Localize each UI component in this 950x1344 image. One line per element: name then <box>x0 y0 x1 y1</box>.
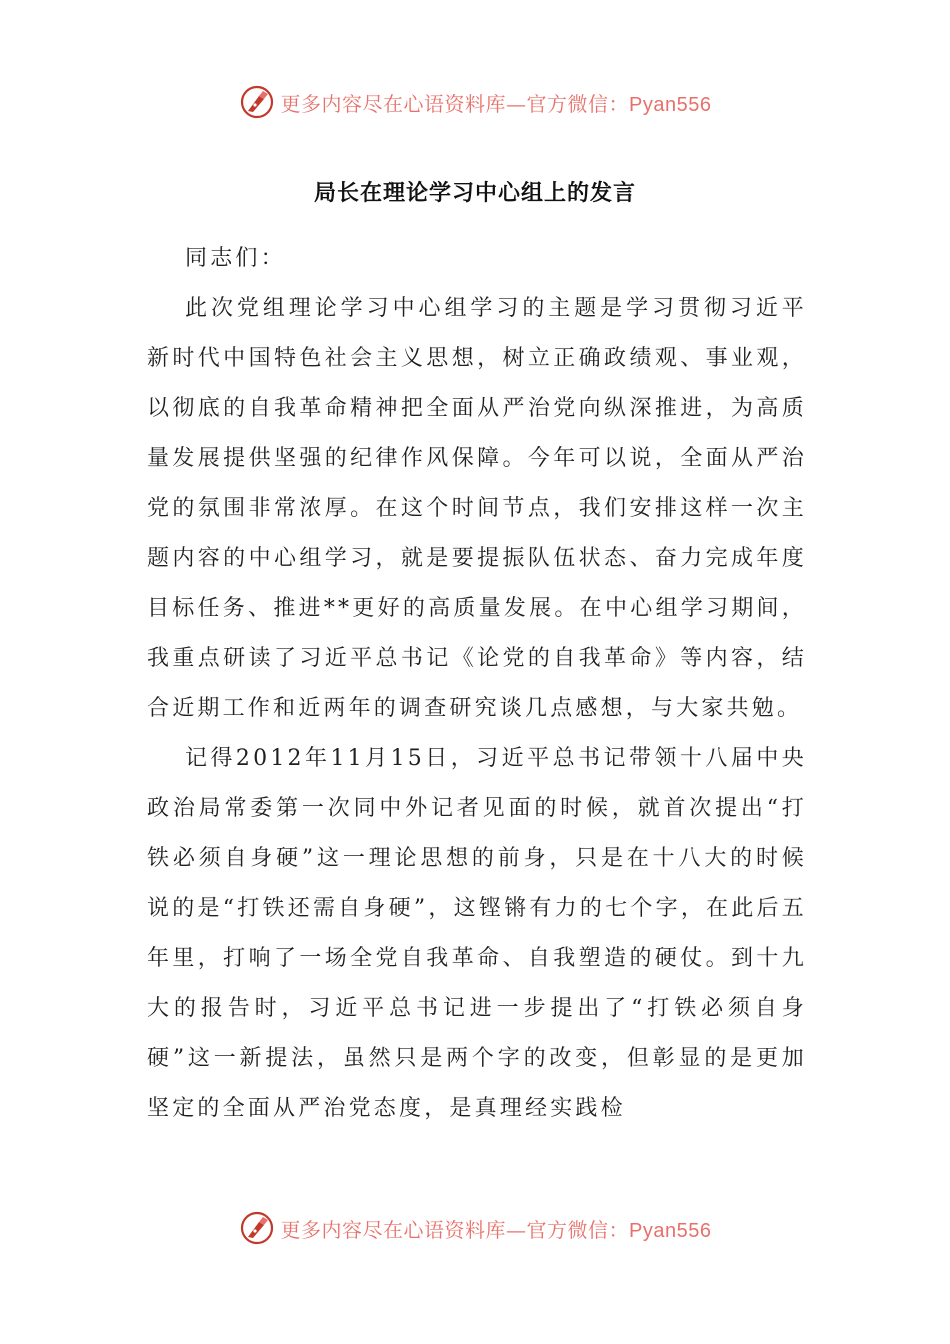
pen-nib-logo-icon <box>239 1210 275 1246</box>
paragraph-1: 此次党组理论学习中心组学习的主题是学习贯彻习近平新时代中国特色社会主义思想，树立正确政绩观、事业观，以彻底的自我革命精神把全面从严治党向纵深推进，为高质量发展提供坚强的纪律作风保障。今年可以说，全面从严治党的氛围非常浓厚。在这个时间节点，我们安排这样一次主题内容的中心组学习，就是要提振队伍状态、奋力完成年度目标任务、推进**更好的高质量发展。在中心组学习期间，我重点研读了习近平总书记《论党的自我革命》等内容，结合近期工作和近两年的调查研究谈几点感想，与大家共勉。 <box>147 296 807 721</box>
banner-handle: Pyan556 <box>629 93 712 116</box>
banner-text: 更多内容尽在心语资料库—官方微信：Pyan556 <box>280 91 712 116</box>
footer-banner <box>0 1208 950 1248</box>
header-banner <box>0 82 950 122</box>
banner-text: 更多内容尽在心语资料库—官方微信：Pyan556 <box>280 1217 712 1242</box>
document-body <box>147 234 807 1134</box>
page-title: 局长在理论学习中心组上的发言 <box>313 180 636 206</box>
banner-handle: Pyan556 <box>629 1219 712 1242</box>
paragraph-2: 记得2012年11月15日，习近平总书记带领十八届中央政治局常委第一次同中外记者见面的时候，就首次提出“打铁必须自身硬”这一理论思想的前身，只是在十八大的时候说的是“打铁还需自身硬”，这铿锵有力的七个字，在此后五年里，打响了一场全党自我革命、自我塑造的硬仗。到十九大的报告时，习近平总书记进一步提出了“打铁必须自身硬”这一新提法，虽然只是两个字的改变，但彰显的是更加坚定的全面从严治党态度，是真理经实践检 <box>147 746 807 1121</box>
greeting: 同志们： <box>185 246 286 271</box>
pen-nib-logo-icon <box>239 84 275 120</box>
